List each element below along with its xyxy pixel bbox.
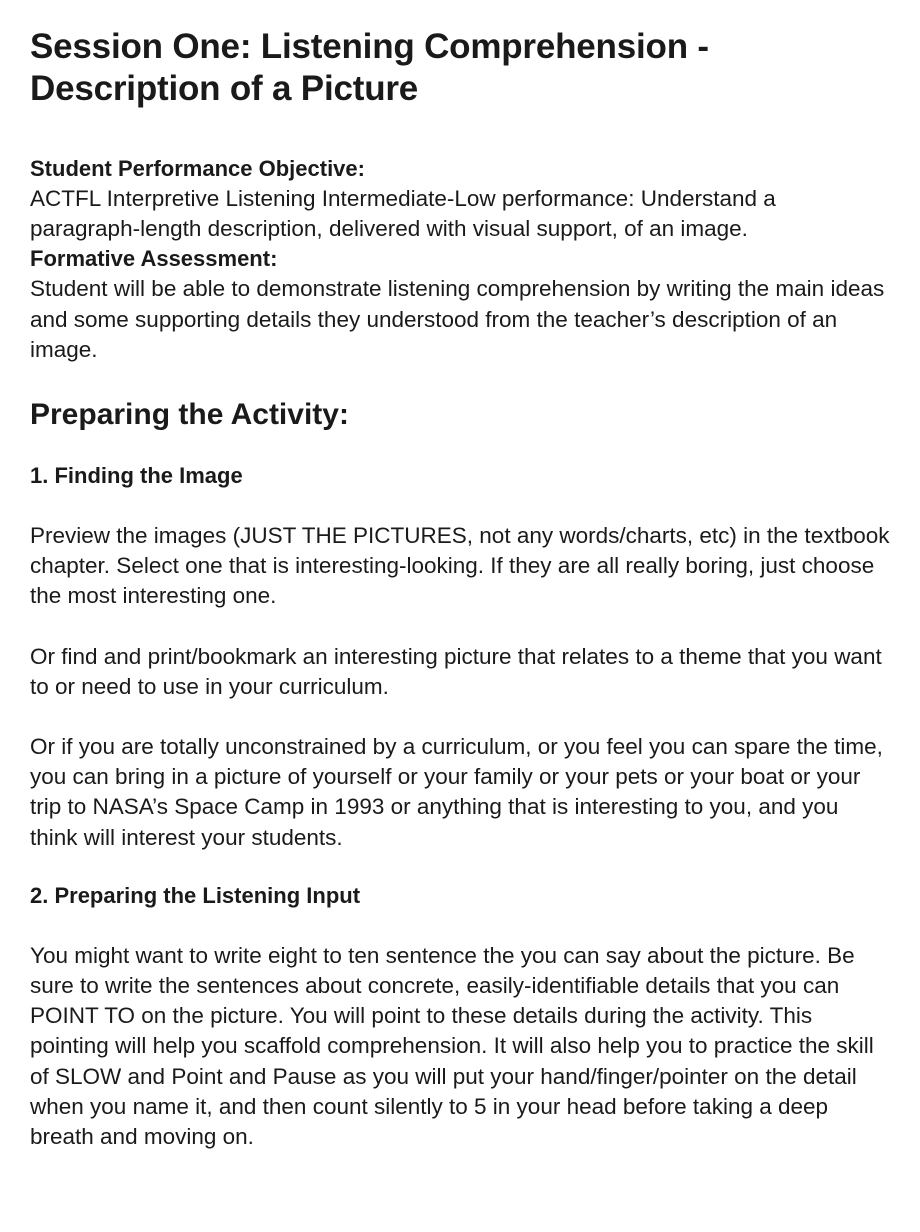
assessment-label: Formative Assessment: bbox=[30, 246, 278, 272]
step1-paragraph: Preview the images (JUST THE PICTURES, not any words/charts, etc) in the textbook chapter. Select one that is interesting-looking. If they are all really boring, just choose the most interesting one. bbox=[30, 523, 890, 609]
assessment-text: Student will be able to demonstrate listening comprehension by writing the main ideas and some supporting details they understood from the teacher’s description of an image. bbox=[30, 276, 885, 362]
objective-label: Student Performance Objective: bbox=[30, 156, 365, 181]
step2-heading: 2. Preparing the Listening Input bbox=[30, 882, 361, 908]
step1-paragraph: Or find and print/bookmark an interesting picture that relates to a theme that you want to or need to use in your curriculum. bbox=[30, 643, 882, 699]
objective-text: ACTFL Interpretive Listening Intermediate-Low performance: Understand a paragraph-length description, delivered with visual support, of an image. bbox=[30, 186, 776, 242]
step2-paragraph: You might want to write eight to ten sentence the you can say about the picture. Be sure to write the sentences about concrete, easily-identifiable details that you can POINT TO on the picture. You will point to these details during the activity. This pointing will help you scaffold comprehension. It will also help you to practice the skill of SLOW and Point and Pause as you will put your hand/finger/pointer on the detail when you name it, and then count silently to 5 in your head before taking a deep breath and moving on. bbox=[30, 942, 874, 1150]
step1-paragraph: Or if you are totally unconstrained by a curriculum, or you feel you can spare the time, you can bring in a picture of yourself or your family or your pets or your boat or your trip to NASA’s Space Camp in 1993 or anything that is interesting to you, and you think will interest your students. bbox=[30, 734, 883, 850]
section-heading: Preparing the Activity: bbox=[30, 398, 349, 432]
step1-heading: 1. Finding the Image bbox=[30, 463, 243, 489]
document-title: Session One: Listening Comprehension - Description of a Picture bbox=[30, 27, 709, 108]
